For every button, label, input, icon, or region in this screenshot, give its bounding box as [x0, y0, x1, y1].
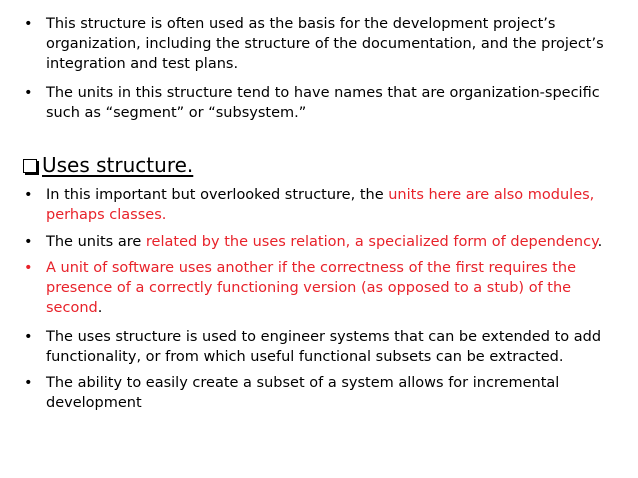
uses-bullet-3-emphasis: A unit of software uses another if the correctness of the first requires the presence of a correctly functioning version (as opposed to a stub) of the second	[46, 260, 577, 316]
uses-bullet-2	[24, 232, 614, 252]
uses-bullet-2-emphasis: related by the uses relation, a specialized form of dependency	[145, 234, 598, 250]
bullet-dot: •	[24, 85, 33, 101]
bullet-dot: •	[24, 234, 33, 250]
uses-bullet-5	[24, 373, 614, 413]
uses-bullet-5-text: The ability to easily create a subset of a system allows for incremental development	[46, 375, 560, 411]
section-heading	[23, 152, 193, 178]
uses-bullet-3-end: .	[97, 300, 103, 316]
uses-bullet-1-text	[46, 185, 614, 225]
uses-bullet-1-emphasis: units here are also modules, perhaps classes.	[46, 187, 595, 223]
uses-bullet-4-text: The uses structure is used to engineer systems that can be extended to add functionality, or from which useful functional subsets can be extracted.	[46, 329, 602, 365]
section-title: Uses structure.	[42, 153, 194, 177]
uses-bullet-1-plain: In this important but overlooked structure, the	[46, 187, 389, 203]
uses-bullet-3	[24, 258, 614, 318]
uses-bullet-2-text	[46, 232, 614, 252]
bullet-dot: •	[24, 16, 33, 32]
uses-bullet-4	[24, 327, 614, 367]
intro-bullet-2-text: The units in this structure tend to have names that are organization-specific such as “segment” or “subsystem.”	[46, 85, 600, 121]
bullet-dot: •	[24, 187, 33, 203]
intro-bullet-1-text: This structure is often used as the basis for the development project’s organization, including the structure of the documentation, and the project’s integration and test plans.	[46, 16, 604, 72]
uses-bullet-2-end: .	[597, 234, 603, 250]
intro-bullet-2	[24, 83, 614, 123]
intro-bullet-1	[24, 14, 614, 74]
uses-bullet-3-text	[46, 258, 614, 318]
bullet-dot: •	[24, 375, 33, 391]
bullet-dot: •	[24, 329, 33, 345]
bullet-dot: •	[24, 260, 33, 276]
checkbox-bullet-icon	[23, 159, 37, 173]
uses-bullet-1	[24, 185, 614, 225]
uses-bullet-2-plain: The units are	[46, 234, 146, 250]
